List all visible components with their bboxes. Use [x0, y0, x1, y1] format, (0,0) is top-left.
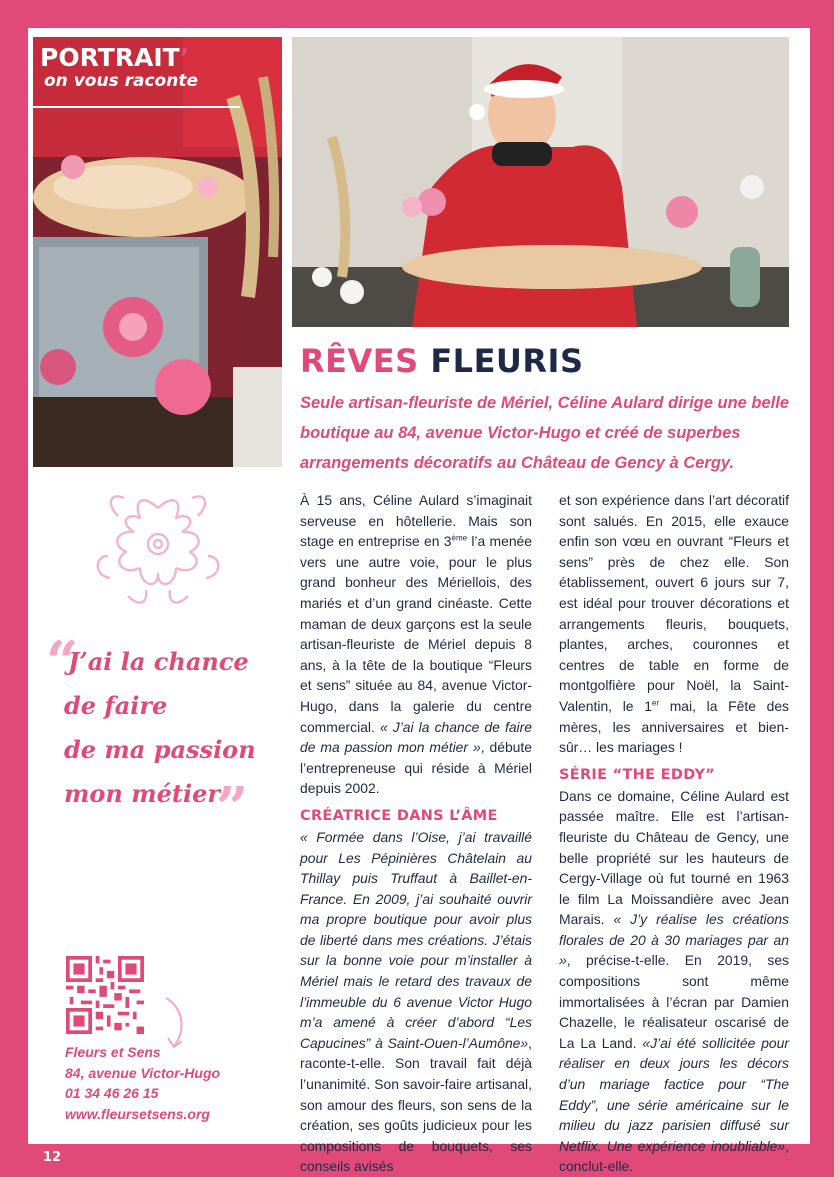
- pull-quote-line-1: J’ai la chance: [68, 647, 249, 676]
- paragraph: [559, 490, 789, 758]
- paragraph: [300, 827, 532, 1177]
- headline-part2: FLEURIS: [430, 342, 584, 380]
- contact-address: 84, avenue Victor-Hugo: [65, 1064, 221, 1081]
- headline: [300, 342, 584, 380]
- contact-block: [65, 1042, 220, 1124]
- paragraph: [559, 786, 789, 1177]
- pull-quote-line-2: de faire: [64, 691, 168, 720]
- pull-quote-line-4: mon métier: [64, 779, 220, 808]
- section-tag: [40, 44, 198, 90]
- text: , conclut-elle.: [559, 1137, 789, 1175]
- headline-part1: RÊVES: [300, 342, 419, 380]
- text: l’a menée vers une autre voie, pour le plus grand bonheur des Mériellois, des mariés et d’un grand cinéaste. Cette maman de deux garçons est la seule artisan-fleuriste de Mériel depuis 8 ans, à la tête de la boutique “Fleurs et sens” située au 84, avenue Victor-Hugo, dans la galerie du centre commercial.: [300, 533, 532, 735]
- text: mai, la Fête des mères, les anniversaires et bien-sûr… les mariages !: [559, 697, 789, 756]
- text: , précise-t-elle. En 2019, ses compositions sont même immortalisées à l’écran par Damien Chazelle, le réalisateur oscarisé de La La Land.: [559, 952, 789, 1051]
- close-quote-icon: ”: [216, 775, 249, 841]
- quote-text: « J’y réalise les créations florales de 20 à 30 mariages par an »: [559, 911, 789, 969]
- flower-ornament-icon: [88, 486, 228, 614]
- section-tag-label: PORTRAIT: [40, 43, 180, 72]
- text: et son expérience dans l’art décoratif sont salués. En 2015, elle exauce enfin son vœu en ouvrant “Fleurs et sens” près de chez elle. Son établissement, ouvert 6 jours sur 7, est idéal pour trouver décorations et arrangements fleuris, bouquets, plantes, arches, couronnes et centres de table en forme de montgolfière pour Noël, la Saint-Valentin, le 1: [559, 492, 789, 714]
- article-column-1: [300, 490, 532, 1177]
- photo-florist-portrait: [292, 37, 789, 327]
- pull-quote: [46, 629, 256, 841]
- section-subtitle: on vous raconte: [44, 71, 198, 91]
- quote-text: « J’ai la chance de faire de ma passion mon métier »: [300, 718, 532, 756]
- text: À 15 ans, Céline Aulard s’imaginait serveuse en hôtellerie. Mais son stage en entreprise en 3: [300, 492, 532, 550]
- section-rule: [28, 106, 240, 108]
- quote-text: «J’ai été sollicitée pour réaliser en deux jours les décors d’un mariage factice pour “The Eddy”, une série américaine sur le milieu du jazz parisien diffusé sur Netflix. Une expérience inoubliable»: [559, 1034, 789, 1154]
- text: , raconte-t-elle. Son travail fait déjà l’unanimité. Son savoir-faire artisanal, son amour des fleurs, son sens de la création, ses goûts judicieux pour les compositions de bouquets, ses conseils avisés: [300, 1034, 532, 1175]
- text: Dans ce domaine, Céline Aulard est passée maître. Elle est l’artisan-fleuriste du Château de Gency, une belle propriété sur les hauteurs de Cergy-Village où fut tourné en 1963 le film La Moissandière avec Jean Marais.: [559, 787, 789, 928]
- contact-phone[interactable]: 01 34 46 26 15: [65, 1085, 159, 1101]
- pull-quote-line-3: de ma passion: [64, 735, 256, 764]
- photo-flower-display: [33, 37, 282, 467]
- section-tag-mark: ’: [179, 43, 190, 72]
- contact-name: Fleurs et Sens: [65, 1044, 161, 1060]
- lead-paragraph: Seule artisan-fleuriste de Mériel, Céline Aulard dirige une belle boutique au 84, avenue Victor-Hugo et créé de superbes arrangements décoratifs au Château de Gency à Cergy.: [300, 394, 790, 472]
- page-number: 12: [43, 1150, 62, 1165]
- article-column-2: [559, 490, 789, 1177]
- superscript: er: [651, 698, 660, 708]
- paragraph: [300, 490, 532, 799]
- text: , débute l’entrepreneuse qui réside à Mériel depuis 2002.: [300, 739, 532, 797]
- contact-website[interactable]: www.fleursetsens.org: [65, 1105, 210, 1122]
- superscript: ème: [451, 533, 468, 543]
- subheading-serie: SÉRIE “THE EDDY”: [559, 766, 716, 783]
- quote-text: « Formée dans l’Oise, j’ai travaillé pour Les Pépinières Châtelain au Thillay puis Truffaut à Baillet-en-France. En 2009, j’ai souhaité ouvrir ma propre boutique pour avoir plus de liberté dans mes créations. J’étais sur la bonne voie pour m’installer à Mériel mais le retard des travaux de l’immeuble du 6 avenue Victor Hugo m’a amené à créer d’abord “Les Capucines” à Saint-Ouen-l’Aumône»: [300, 828, 532, 1051]
- subheading-creatrice: CRÉATRICE DANS L’ÂME: [300, 807, 498, 824]
- open-quote-icon: “: [46, 629, 79, 695]
- qr-code-icon[interactable]: [66, 956, 144, 1034]
